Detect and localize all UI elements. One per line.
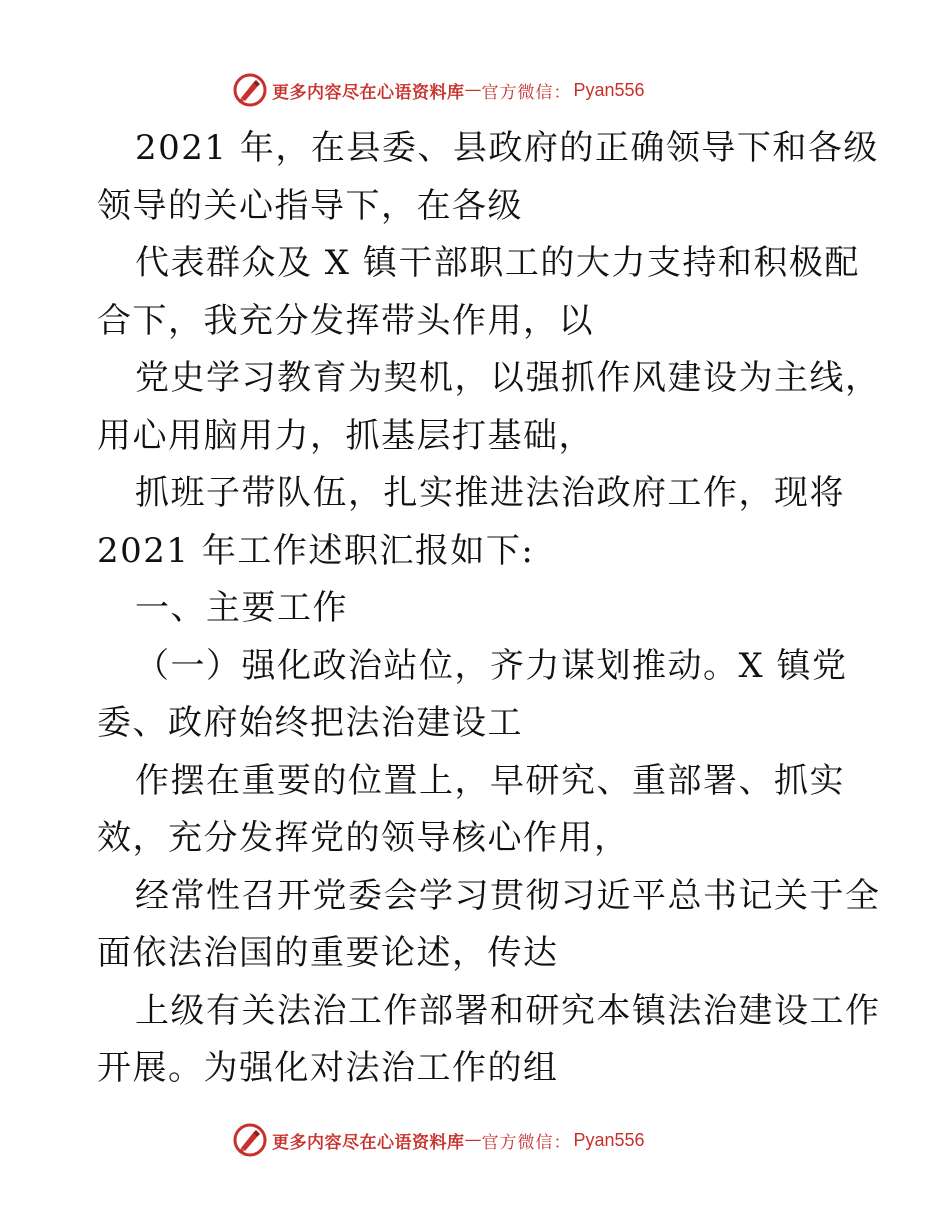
paragraph-line: 领导的关心指导下，在各级 [97, 185, 523, 226]
paragraph-line: 经常性召开党委会学习贯彻习近平总书记关于全 [135, 875, 881, 916]
banner-label: 官方微信： [481, 1132, 572, 1153]
paragraph-line: 2021 年工作述职汇报如下: [97, 530, 535, 571]
banner-separator: — [464, 80, 482, 100]
banner-account: Pyan556 [573, 79, 645, 100]
document-body [97, 120, 881, 1098]
banner-brand-text: 更多内容尽在心语资料库 [272, 82, 465, 103]
paragraph-line: 委、政府始终把法治建设工 [97, 703, 523, 743]
banner-label: 官方微信： [481, 82, 572, 103]
paragraph-line: （一）强化政治站位，齐力谋划推动。X 镇党 [135, 645, 848, 686]
paragraph-line: 上级有关法治工作部署和研究本镇法治建设工作 [135, 990, 881, 1031]
paragraph-line: 合下，我充分发挥带头作用，以 [97, 300, 594, 341]
paragraph-line: 作摆在重要的位置上，早研究、重部署、抓实 [135, 760, 845, 801]
footer-banner [232, 1122, 645, 1158]
paragraph-line: 效，充分发挥党的领导核心作用， [97, 818, 630, 858]
pen-logo-icon [232, 1122, 268, 1158]
paragraph-line: 2021 年，在县委、县政府的正确领导下和各级 [135, 128, 879, 168]
paragraph-line: 用心用脑用力，抓基层打基础， [97, 415, 594, 456]
paragraph-line: 抓班子带队伍，扎实推进法治政府工作，现将 [135, 473, 845, 513]
banner-account: Pyan556 [573, 1129, 645, 1150]
banner-brand-text: 更多内容尽在心语资料库 [272, 1132, 465, 1153]
banner-separator: — [464, 1130, 482, 1150]
paragraph-line: 代表群众及 X 镇干部职工的大力支持和积极配 [135, 243, 860, 283]
paragraph-line: 开展。为强化对法治工作的组 [97, 1048, 559, 1088]
paragraph-line: 党史学习教育为契机，以强抓作风建设为主线， [135, 358, 881, 398]
paragraph-line: 面依法治国的重要论述，传达 [97, 933, 559, 973]
header-banner [232, 72, 645, 108]
section-heading: 一、主要工作 [135, 588, 348, 628]
pen-logo-icon [232, 72, 268, 108]
